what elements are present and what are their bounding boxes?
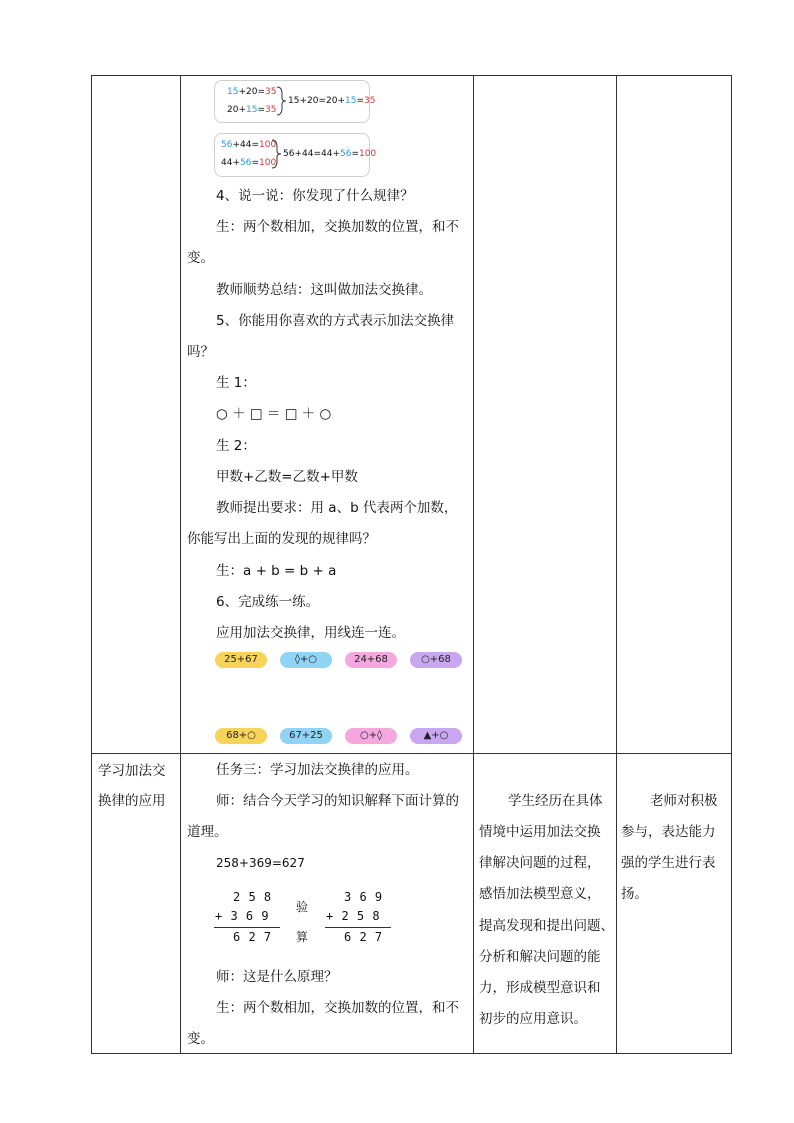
calc-right-rule	[325, 927, 391, 928]
teacher-eval-line: 参与，表达能力	[621, 824, 716, 840]
pill-bottom-3[interactable]: ○+◊	[345, 728, 397, 744]
lesson-step-6: 6、完成练一练。	[216, 594, 320, 610]
teacher-request-cont: 你能写出上面的发现的规律吗？	[187, 531, 376, 547]
column-divider	[180, 76, 181, 1053]
pill-top-3[interactable]: 24+68	[345, 652, 397, 668]
pill-bottom-4[interactable]: ▲+○	[410, 728, 462, 744]
calc-right-result: 6 2 7	[344, 930, 383, 944]
stage-label: 学习加法交	[98, 763, 166, 779]
student-answer-2: 生：两个数相加，交换加数的位置，和不	[216, 1000, 459, 1016]
check-label-cont: 算	[296, 930, 309, 944]
teacher-request: 教师提出要求：用 a、b 代表两个加数，	[216, 500, 458, 516]
teacher-eval-line: 强的学生进行表	[621, 855, 716, 871]
column-divider	[616, 76, 617, 1053]
teacher-eval-line: 扬。	[621, 886, 648, 902]
student-goal-line: 律解决问题的过程，	[479, 855, 601, 871]
stage-label-cont: 换律的应用	[98, 793, 166, 809]
calc-left-row2: + 3 6 9	[215, 909, 270, 923]
student-goal-line: 初步的应用意识。	[479, 1011, 587, 1027]
example-equation: 258+369=627	[216, 856, 305, 870]
student-goal-line: 情境中运用加法交换	[479, 824, 601, 840]
equation-box-2	[214, 133, 377, 177]
student-answer-cont: 变。	[187, 250, 214, 266]
pill-top-1[interactable]: 25+67	[215, 652, 267, 668]
calc-right-row1: 3 6 9	[344, 890, 383, 904]
word-equation: 甲数+乙数=乙数+甲数	[216, 469, 358, 485]
lesson-step-5-cont: 吗？	[187, 344, 214, 360]
equation-line: 44+56=100	[221, 158, 277, 168]
equation-merged: 56+44=44+56=100	[283, 149, 377, 159]
teacher-question: 师：结合今天学习的知识解释下面计算的	[216, 793, 459, 809]
student-goal-line: 分析和解决问题的能	[479, 949, 601, 965]
teacher-question-2: 师：这是什么原理？	[216, 969, 338, 985]
student-goal-line: 感悟加法模型意义，	[479, 886, 601, 902]
column-divider	[473, 76, 474, 1053]
symbol-equation: ○ ＋ □ ＝ □ ＋ ○	[216, 406, 332, 422]
student-goal-line: 提高发现和提出问题、	[479, 918, 614, 934]
matching-instruction: 应用加法交换律，用线连一连。	[216, 625, 405, 641]
student-answer: 生：两个数相加，交换加数的位置，和不	[216, 219, 459, 235]
lesson-step-4: 4、说一说：你发现了什么规律？	[216, 188, 414, 204]
student-2-label: 生 2：	[216, 438, 256, 454]
pill-top-2[interactable]: ◊+○	[280, 652, 332, 668]
check-label: 验	[296, 900, 309, 914]
pill-bottom-2[interactable]: 67+25	[280, 728, 332, 744]
letter-equation: 生：a + b = b + a	[216, 563, 337, 579]
student-goal-line: 力，形成模型意识和	[479, 980, 601, 996]
equation-box-1	[214, 80, 376, 123]
teacher-summary: 教师顺势总结：这叫做加法交换律。	[216, 282, 432, 298]
pill-bottom-1[interactable]: 68+○	[215, 728, 267, 744]
teacher-question-cont: 道理。	[187, 824, 228, 840]
calc-left-rule	[214, 927, 280, 928]
equation-merged: 15+20=20+15=35	[288, 96, 376, 106]
equation-line: 15+20=35	[227, 87, 277, 97]
calc-left-result: 6 2 7	[233, 930, 272, 944]
equation-line: 56+44=100	[221, 140, 277, 150]
brace-icon	[270, 138, 284, 170]
task-title: 任务三：学习加法交换律的应用。	[216, 762, 419, 778]
lesson-step-5: 5、你能用你喜欢的方式表示加法交换律	[216, 313, 455, 329]
student-answer-2-cont: 变。	[187, 1031, 214, 1047]
student-goal-line: 学生经历在具体	[508, 793, 603, 809]
calc-left-row1: 2 5 8	[233, 890, 272, 904]
row-divider	[92, 753, 731, 754]
teacher-eval-line: 老师对积极	[650, 793, 718, 809]
calc-right-row2: + 2 5 8	[326, 909, 381, 923]
pill-top-4[interactable]: ○+68	[410, 652, 462, 668]
equation-line: 20+15=35	[227, 105, 277, 115]
brace-icon	[275, 85, 289, 117]
student-1-label: 生 1：	[216, 375, 256, 391]
